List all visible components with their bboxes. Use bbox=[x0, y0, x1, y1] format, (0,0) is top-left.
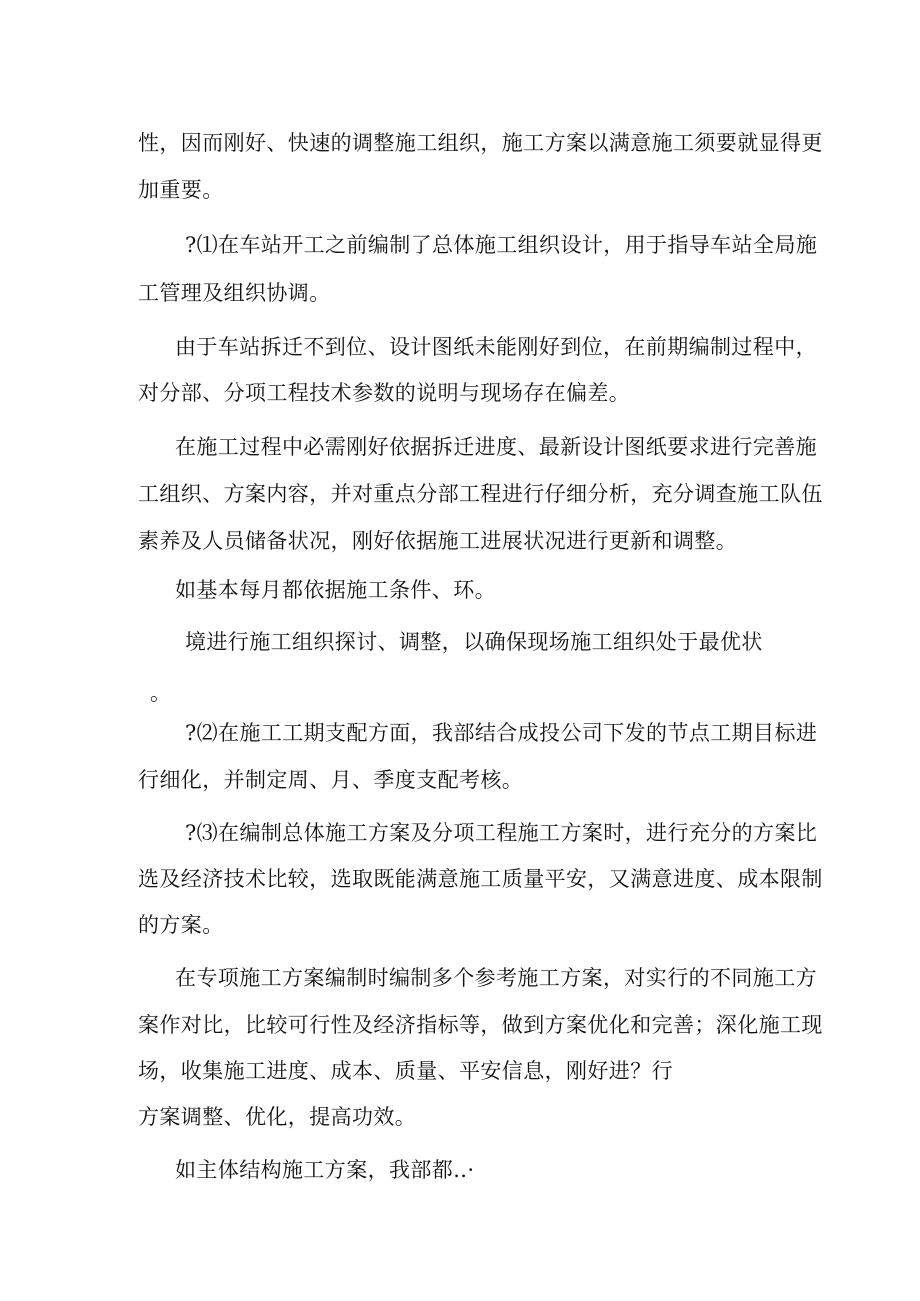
text-line: 在施工过程中必需刚好依据拆迁进度、最新设计图纸要求进行完善施 bbox=[175, 435, 817, 459]
text-line: 素养及人员储备状况，刚好依据施工进展状况进行更新和调整。 bbox=[138, 529, 738, 553]
text-line: 境进行施工组织探讨、调整，以确保现场施工组织处于最优状 bbox=[185, 630, 763, 654]
text-line: ?⑴在车站开工之前编制了总体施工组织设计，用于指导车站全局施 bbox=[185, 233, 818, 257]
text-line: 方案调整、优化，提高功效。 bbox=[138, 1105, 417, 1129]
text-line: 如基本每月都依据施工条件、环。 bbox=[175, 578, 496, 602]
text-line: 行细化，并制定周、月、季度支配考核。 bbox=[138, 768, 524, 792]
text-line: 。 bbox=[150, 681, 172, 705]
text-line: 在专项施工方案编制时编制多个参考施工方案，对实行的不同施工方 bbox=[175, 966, 817, 990]
text-line: 场，收集施工进度、成本、质量、平安信息，刚好进？行 bbox=[138, 1059, 673, 1083]
text-line: 加重要。 bbox=[138, 178, 224, 202]
text-line: 由于车站拆迁不到位、设计图纸未能刚好到位，在前期编制过程中， bbox=[175, 335, 817, 359]
text-line: 选及经济技术比较，选取既能满意施工质量平安，又满意进度、成本限制 bbox=[138, 867, 823, 891]
text-line: ?⑶在编制总体施工方案及分项工程施工方案时，进行充分的方案比 bbox=[185, 821, 818, 845]
text-line: 工组织、方案内容，并对重点分部工程进行仔细分析，充分调查施工队伍 bbox=[138, 482, 823, 506]
text-line: 如主体结构施工方案，我部都..· bbox=[175, 1158, 475, 1182]
text-line: 案作对比，比较可行性及经济指标等，做到方案优化和完善；深化施工现 bbox=[138, 1013, 823, 1037]
text-line: 对分部、分项工程技术参数的说明与现场存在偏差。 bbox=[138, 381, 631, 405]
text-line: 工管理及组织协调。 bbox=[138, 281, 331, 305]
text-line: 性，因而刚好、快速的调整施工组织，施工方案以满意施工须要就显得更 bbox=[138, 131, 823, 155]
text-line: 的方案。 bbox=[138, 913, 224, 937]
text-line: ?⑵在施工工期支配方面，我部结合成投公司下发的节点工期目标进 bbox=[185, 721, 818, 745]
